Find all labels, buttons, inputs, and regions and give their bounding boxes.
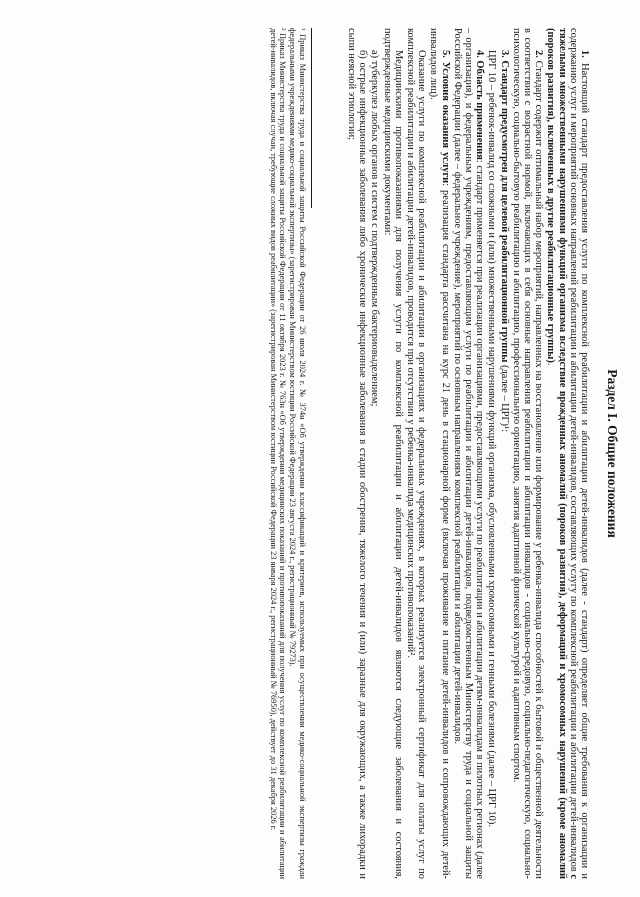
footnotes-container: [268, 28, 307, 879]
paragraph: 1. Настоящий стандарт предоставления услуги по комплексной реабилитации и абилитации детей-инвалидов (далее - стандарт) определяет общие требования к организации и содержанию услуг и мероприятий основных направлений реабилитации и абилитации детей-инвалидов, составляющих услугу по комплексной реабилитации и абилитации детей-инвалидов с тяжелыми множественными нарушениями функций организма вследствие врожденных аномалий (пороков развития), деформаций и хромосомных нарушений (кроме аномалий (пороков развития), включенных в другие реабилитационные группы).: [545, 28, 590, 879]
paragraph: Медицинскими противопоказаниями для получения услуги по комплексной реабилитации и абилитации детей-инвалидов являются следующие заболевания и состояния, подтвержденные медицинскими документами:: [381, 28, 404, 879]
paragraph: ЦРГ 10 – ребенок-инвалид со сложными и (или) множественными нарушениями функций организма, обусловленными хромосомными и генными болезнями (далее – ЦРГ 10).: [486, 50, 498, 827]
paragraph-number: 4.: [474, 50, 486, 61]
bold-phrase: Область применения: [474, 60, 486, 160]
paragraph: 3. Стандарт предусмотрен для целевой реабилитационной группы (далее – ЦРГ)¹:: [498, 50, 510, 433]
paragraph: 2. Стандарт содержит оптимальный набор мероприятий, направленных на восстановление или формирование у ребенка-инвалида способностей к бытовой и общественной деятельности в соответствии с возрастной нормой, включающих в себя основные направления реабилитации и абилитации инвалидов - социально-средовую, социально-педагогическую, социально-психологическую, социально-бытовую реабилитацию и абилитацию, профессиональную ориентацию, занятия адаптивной физической культурой и адаптивным спортом.: [510, 28, 545, 879]
bold-phrase: Условия оказания услуги: [439, 61, 451, 184]
footnote-separator: [311, 28, 312, 208]
paragraph: 4. Область применения: стандарт применяется при реализации организациями, предоставляющими услуги по реабилитации и абилитации детям-инвалидам в пилотных регионах (далее – организация), и федеральным учреждениям, предоставляющим услуги по реабилитации и абилитации детей-инвалидов, подведомственным Министерству труда и социальной защиты Российской Федерации (далее – федеральное учреждение), мероприятий по основным направлениям комплексной реабилитации и абилитации детей-инвалидов.: [451, 28, 486, 879]
bold-phrase: с тяжелыми множественными нарушениями функций организма вследствие врожденных аномалий (пороков развития), деформаций и хромосомных нарушений (кроме аномалий (пороков развития), включенных в другие реабилитационные группы): [545, 28, 579, 879]
paragraph-number: 2.: [533, 50, 545, 61]
paragraph: а) туберкулез любых органов и систем с подтвержденным бактериовыделением;: [369, 50, 381, 407]
paragraph: Оказание услуги по комплексной реабилитации и абилитации в организациях и федеральных учреждениях, в которых реализуется электронный сертификат для оплаты услуг по комплексной реабилитации и абилитации детей-инвалидов, проводится при отсутствии у ребенка-инвалида медицинских противопоказаний².: [404, 28, 428, 879]
paragraph-number: 3.: [498, 50, 510, 61]
paragraph-number: 5.: [439, 50, 451, 62]
paragraph: б) острые инфекционные заболевания либо хронические инфекционные заболевания в стадии обострения, тяжелого течения и (или) заразные для окружающих, а также лихорадки и сыпи неясной этиологии;: [345, 28, 369, 879]
paragraphs-container: [346, 28, 590, 879]
footnote: ² Приказ Министерства труда и социальной защиты Российской Федерации от 11 октября 2023 г. № 763н «Об утверждении медицинских показаний и противопоказаний для получения услуг по комплексной реабилитации и абилитации детей-инвалидов, включая случаи, требующие сложных видов реабилитации» (зарегистрирован Министерством юстиции Российской Федерации 23 января 2024 г., регистрационный № 76950), действует до 31 декабря 2026 г.: [268, 28, 287, 879]
section-title: Раздел I. Общие положения: [605, 369, 620, 538]
footnote: ¹ Приказ Министерства труда и социальной защиты Российской Федерации от 26 июля 2024 г. № 374н «Об утверждении классификаций и критериев, используемых при осуществлении медико-социальной экспертизы граждан федеральными учреждениями медико-социальной экспертизы» (зарегистрирован Министерством юстиции Российской Федерации 23 августа 2024 г., регистрационный № 79273).: [288, 28, 307, 879]
bold-phrase: Стандарт предусмотрен для целевой реабилитационной группы: [498, 60, 510, 363]
paragraph-number: 1.: [579, 50, 590, 64]
paragraph: 5. Условия оказания услуги: реализация стандарта рассчитана на курс 21 день в стационарной форме (включая проживание и питание детей-инвалидов и сопровождающих детей-инвалидов лиц).: [428, 28, 451, 879]
rotated-text-block: [20, 28, 620, 879]
